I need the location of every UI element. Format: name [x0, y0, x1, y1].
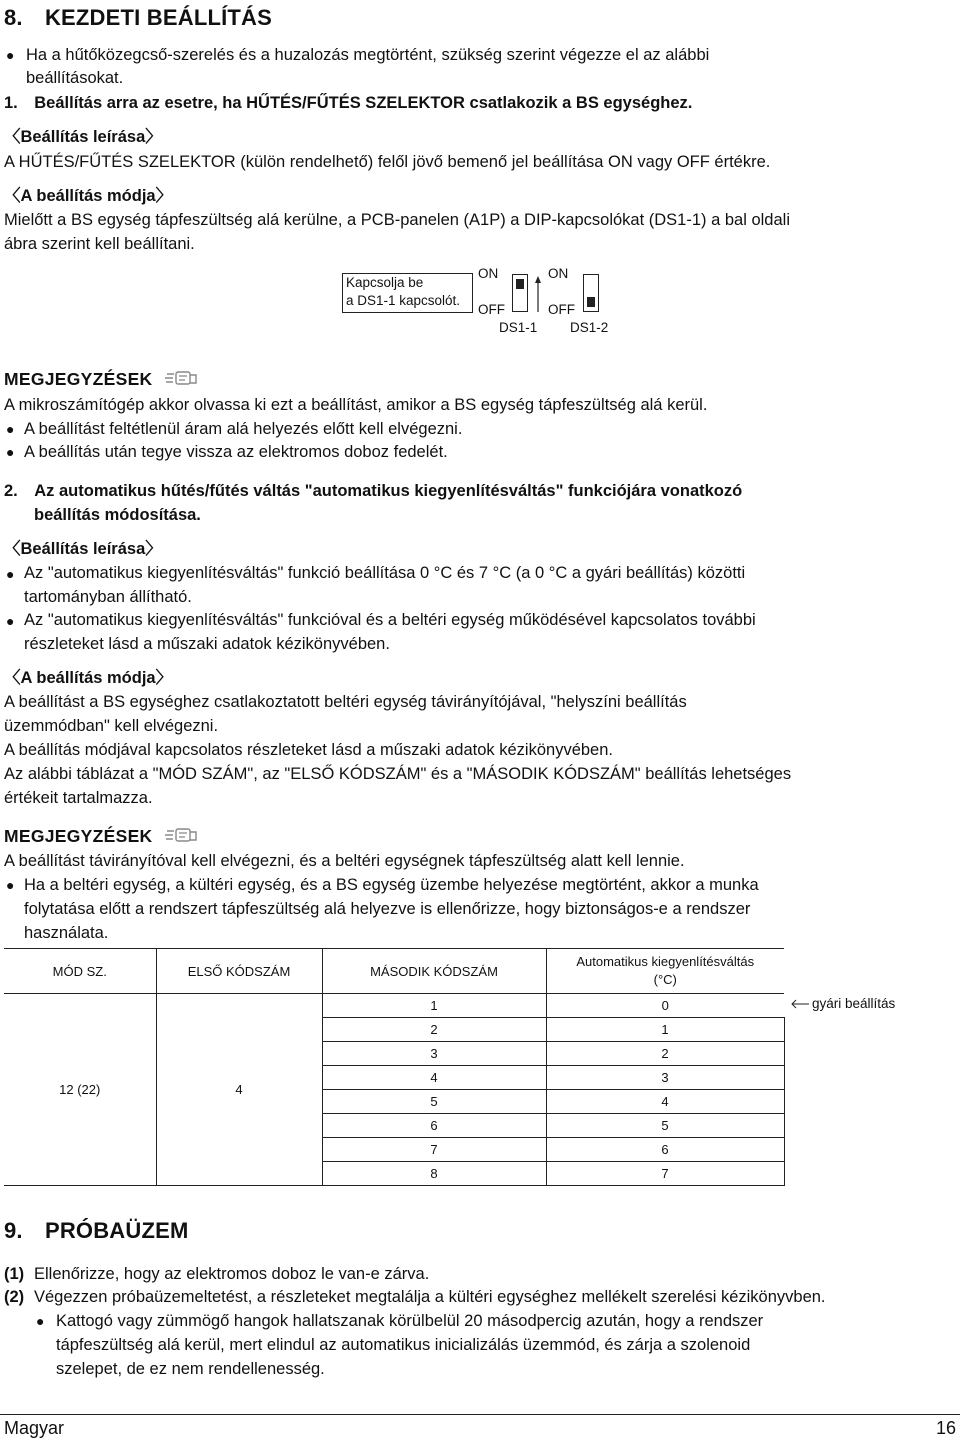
- notes-heading-text: MEGJEGYZÉSEK: [4, 369, 153, 389]
- item-2-bullet2-line2: részleteket lásd a műszaki adatok kézikönyvében.: [24, 635, 390, 653]
- item-2-bullet1-line2: tartományban állítható.: [24, 588, 192, 606]
- table-row: [4, 994, 784, 1018]
- changeover-cell: 6: [546, 1138, 784, 1162]
- item-2-method-line2: üzemmódban" kell elvégezni.: [4, 717, 219, 735]
- changeover-cell: 5: [546, 1114, 784, 1138]
- changeover-cell: 7: [546, 1162, 784, 1186]
- second-code-cell: 5: [322, 1090, 546, 1114]
- notes-2-bullet-line2: folytatása előtt a rendszert tápfeszültség alá helyezve is ellenőrizze, hogy biztonságos-e a rendszer: [24, 900, 751, 918]
- footer-page-number: 16: [935, 1418, 956, 1438]
- changeover-cell: 1: [546, 1018, 784, 1042]
- setting-method-line2: ábra szerint kell beállítani.: [4, 235, 195, 253]
- step-2-text: Végezzen próbaüzemeltetést, a részleteket megtalálja a kültéri egységhez mellékelt szerelési kézikönyvben.: [34, 1288, 826, 1306]
- bullet-dot: ●: [6, 444, 15, 460]
- changeover-cell: 4: [546, 1090, 784, 1114]
- intro-text-line2: beállításokat.: [26, 69, 124, 87]
- item-2-method-line4: Az alábbi táblázat a "MÓD SZÁM", az "ELSŐ KÓDSZÁM" és a "MÁSODIK KÓDSZÁM" beállítás lehetséges: [4, 765, 792, 783]
- notes-heading-2: [4, 826, 198, 847]
- notes-2-bullet-line3: használata.: [24, 924, 109, 942]
- changeover-cell: 2: [546, 1042, 784, 1066]
- ds1-1-on-label: ON: [478, 266, 499, 281]
- bullet-dot: ●: [6, 47, 15, 63]
- ds1-1-label: DS1-1: [499, 320, 538, 335]
- second-code-cell: 7: [322, 1138, 546, 1162]
- dip-switch-ds1-2: [583, 274, 599, 312]
- notes-heading-text: MEGJEGYZÉSEK: [4, 826, 153, 846]
- item-2-method-line3: A beállítás módjával kapcsolatos részleteket lásd a műszaki adatok kézikönyvében.: [4, 741, 613, 759]
- setting-method-heading: 〈A beállítás módja〉: [4, 187, 173, 205]
- step-2-bullet-line2: tápfeszültség alá kerül, mert elindul az automatikus inicializálás üzemmód, és zárja a szolenoid: [56, 1336, 751, 1354]
- bullet-dot: ●: [6, 566, 15, 582]
- callout-line2: a DS1-1 kapcsolót.: [346, 293, 461, 308]
- item-2-method-line1: A beállítást a BS egységhez csatlakoztatott beltéri egység távirányítójával, "helyszíni beállítás: [4, 693, 687, 711]
- note-hand-icon: [164, 826, 198, 844]
- notes-bullet-2: A beállítás után tegye vissza az elektromos doboz fedelét.: [24, 443, 448, 461]
- item-1-title: 1. Beállítás arra az esetre, ha HŰTÉS/FŰTÉS SZELEKTOR csatlakozik a BS egységhez.: [4, 94, 693, 112]
- header-mode: MÓD SZ.: [4, 949, 156, 994]
- dip-switch-diagram: [340, 262, 630, 342]
- dip-knob-on: [516, 279, 524, 289]
- setting-method-heading-2: 〈A beállítás módja〉: [4, 669, 173, 687]
- dip-knob-off: [587, 297, 595, 307]
- ds1-1-off-label: OFF: [478, 302, 505, 317]
- setting-description-heading-2: 〈Beállítás leírása〉: [4, 540, 162, 558]
- up-arrow-icon: [533, 276, 543, 314]
- bullet-dot: ●: [36, 1313, 45, 1329]
- dip-switch-ds1-1: [512, 274, 528, 312]
- mode-value: 12 (22): [4, 994, 156, 1186]
- section-9-title: 9. PRÓBAÜZEM: [4, 1218, 189, 1243]
- bullet-dot: ●: [6, 613, 15, 629]
- factory-setting-label: gyári beállítás: [812, 996, 896, 1011]
- settings-table: [4, 948, 785, 1186]
- setting-description-heading: 〈Beállítás leírása〉: [4, 128, 162, 146]
- second-code-cell: 4: [322, 1066, 546, 1090]
- second-code-cell: 1: [322, 994, 546, 1018]
- bullet-dot: ●: [6, 877, 15, 893]
- item-2-bullet2-line1: Az "automatikus kiegyenlítésváltás" funkcióval és a beltéri egység működésével kapcsolatos további: [24, 611, 756, 629]
- second-code-cell: 6: [322, 1114, 546, 1138]
- table-header-row: [4, 949, 784, 994]
- bullet-dot: ●: [6, 421, 15, 437]
- header-auto-changeover-line1: Automatikus kiegyenlítésváltás: [576, 954, 755, 969]
- item-2-title-line1: 2. Az automatikus hűtés/fűtés váltás "automatikus kiegyenlítésváltás" funkciójára vonatkozó: [4, 482, 743, 500]
- notes-text: A mikroszámítógép akkor olvassa ki ezt a beállítást, amikor a BS egység tápfeszültség alá kerül.: [4, 396, 708, 414]
- item-2-bullet1-line1: Az "automatikus kiegyenlítésváltás" funkció beállítása 0 °C és 7 °C (a 0 °C a gyári beállítás) közötti: [24, 564, 746, 582]
- setting-description-text: A HŰTÉS/FŰTÉS SZELEKTOR (külön rendelhető) felől jövő bemenő jel beállítása ON vagy OFF értékre.: [4, 153, 771, 171]
- callout-box: [342, 273, 473, 313]
- left-arrow-icon: [790, 999, 810, 1009]
- notes-2-text: A beállítást távirányítóval kell elvégezni, és a beltéri egységnek tápfeszültség alatt kell lennie.: [4, 852, 685, 870]
- header-auto-changeover-unit: (°C): [653, 972, 677, 987]
- step-2-bullet-line1: Kattogó vagy zümmögő hangok hallatszanak körülbelül 20 másodpercig azután, hogy a rendszer: [56, 1312, 764, 1330]
- changeover-cell: 0: [546, 994, 784, 1018]
- setting-method-line1: Mielőtt a BS egység tápfeszültség alá kerülne, a PCB-panelen (A1P) a DIP-kapcsolókat (DS1-1) a bal oldali: [4, 211, 790, 229]
- changeover-cell: 3: [546, 1066, 784, 1090]
- item-2-method-line5: értékeit tartalmazza.: [4, 789, 153, 807]
- second-code-cell: 2: [322, 1018, 546, 1042]
- step-2-number: (2): [4, 1288, 25, 1306]
- notes-heading: [4, 369, 198, 390]
- second-code-cell: 3: [322, 1042, 546, 1066]
- header-first-code: ELSŐ KÓDSZÁM: [156, 949, 322, 994]
- footer-divider: [0, 1414, 960, 1415]
- step-2-bullet-line3: szelepet, de ez nem rendellenesség.: [56, 1360, 325, 1378]
- note-hand-icon: [164, 369, 198, 387]
- ds1-2-on-label: ON: [548, 266, 569, 281]
- item-2-title-line2: beállítás módosítása.: [34, 506, 201, 524]
- section-8-title: 8. KEZDETI BEÁLLÍTÁS: [4, 5, 273, 30]
- first-code-value: 4: [156, 994, 322, 1186]
- ds1-2-label: DS1-2: [570, 320, 609, 335]
- step-1-text: Ellenőrizze, hogy az elektromos doboz le van-e zárva.: [34, 1265, 430, 1283]
- intro-text-line1: Ha a hűtőközegcső-szerelés és a huzalozás megtörtént, szükség szerint végezze el az alábbi: [26, 46, 710, 64]
- footer-language: Magyar: [4, 1418, 65, 1438]
- callout-line1: Kapcsolja be: [346, 275, 424, 290]
- factory-setting-annotation: [790, 996, 895, 1011]
- header-second-code: MÁSODIK KÓDSZÁM: [322, 949, 546, 994]
- header-auto-changeover: [546, 949, 784, 994]
- step-1-number: (1): [4, 1265, 25, 1283]
- notes-2-bullet-line1: Ha a beltéri egység, a kültéri egység, és a BS egység üzembe helyezése megtörtént, akkor a munka: [24, 876, 759, 894]
- ds1-2-off-label: OFF: [548, 302, 575, 317]
- notes-bullet-1: A beállítást feltétlenül áram alá helyezés előtt kell elvégezni.: [24, 420, 463, 438]
- second-code-cell: 8: [322, 1162, 546, 1186]
